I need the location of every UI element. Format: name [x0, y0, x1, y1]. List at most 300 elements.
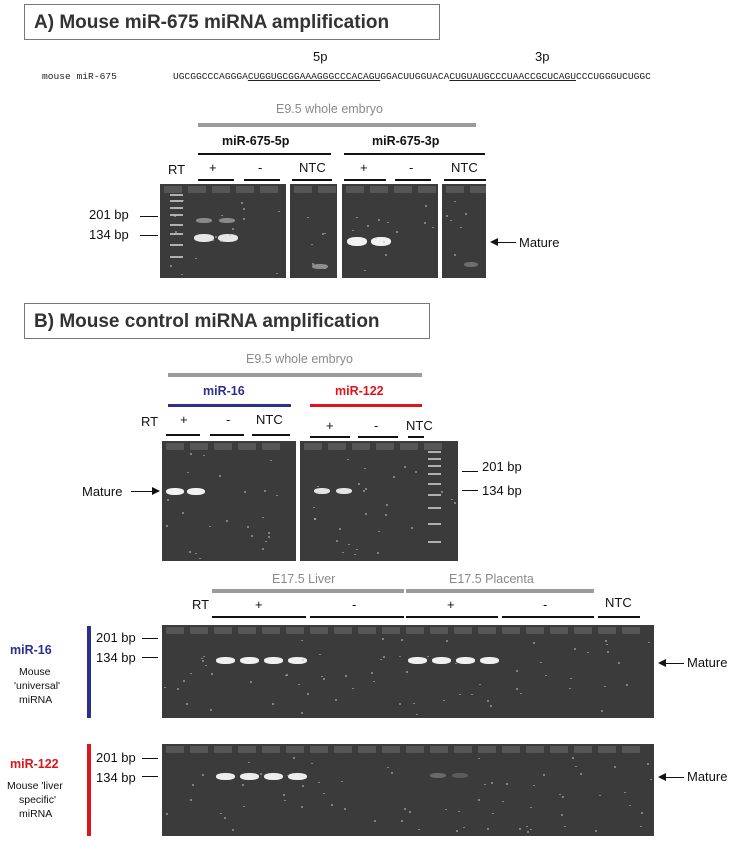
gel-speck — [445, 809, 447, 811]
gel-speck — [386, 504, 388, 506]
gel-a-3p-ntc — [442, 184, 486, 278]
lane-ntc-mir122: NTC — [406, 418, 433, 433]
gel-speck — [211, 673, 213, 675]
gel-speck — [383, 241, 385, 243]
gel-speck — [451, 499, 453, 501]
gel-speck — [190, 673, 192, 675]
lane-line-c4 — [502, 616, 594, 618]
gel-speck — [220, 240, 222, 242]
gel-speck — [373, 681, 375, 683]
gel-speck — [352, 688, 354, 690]
mature-arrow-line-c — [664, 663, 684, 664]
mature-arrow-line-d — [664, 777, 684, 778]
gel-speck — [262, 548, 264, 550]
arm-5p-label: 5p — [313, 49, 328, 64]
lane-minus-mir16: - — [226, 412, 231, 427]
lane-line-c2 — [310, 616, 404, 618]
gel-speck — [323, 793, 325, 795]
gel-speck — [454, 201, 456, 203]
gel-speck — [262, 517, 264, 519]
lane-minus-5p: - — [258, 160, 263, 175]
lane-line-b4 — [310, 436, 350, 438]
gel-speck — [614, 766, 616, 768]
gel-speck — [301, 712, 303, 714]
gel-well — [454, 746, 472, 753]
gel-tissue-mir16 — [162, 625, 654, 718]
gel-speck — [189, 551, 191, 553]
gel-speck — [364, 468, 366, 470]
gel-speck — [293, 757, 295, 759]
gel-well — [370, 186, 388, 193]
gel-speck — [380, 659, 382, 661]
gel-speck — [377, 552, 379, 554]
gel-speck — [561, 814, 563, 816]
gel-speck — [220, 813, 222, 815]
gel-speck — [241, 202, 243, 204]
seq-5p-arm: CUGGUGCGGAAAGGGCCCACAGU — [247, 71, 381, 82]
gel-speck — [454, 254, 456, 256]
gel-speck — [506, 783, 508, 785]
gel-speck — [229, 234, 231, 236]
gel-speck — [374, 820, 376, 822]
lane-line-a2 — [244, 179, 280, 181]
lane-line-b6 — [408, 436, 424, 438]
gel-speck — [604, 686, 606, 688]
gel-speck — [607, 651, 609, 653]
gel-speck — [339, 528, 341, 530]
gel-speck — [471, 694, 473, 696]
gel-speck — [564, 826, 566, 828]
lane-minus-placenta: - — [543, 597, 548, 612]
condition-label-a: E9.5 whole embryo — [276, 102, 384, 116]
gel-speck — [575, 766, 577, 768]
gel-speck — [424, 222, 426, 224]
gel-speck — [323, 678, 325, 680]
lane-minus-mir122: - — [374, 418, 379, 433]
gel-speck — [352, 230, 354, 232]
gel-speck — [203, 656, 205, 658]
gel-speck — [324, 233, 326, 235]
gel-well — [286, 627, 304, 634]
lane-line-b5 — [358, 436, 398, 438]
gel-speck — [313, 507, 315, 509]
gel-well — [262, 746, 280, 753]
gel-speck — [618, 662, 620, 664]
gel-well — [318, 186, 336, 193]
gel-well — [328, 443, 346, 450]
gel-speck — [516, 670, 518, 672]
gel-well — [166, 443, 184, 450]
gel-speck — [285, 675, 287, 677]
section-a-title: A) Mouse miR-675 miRNA amplification — [24, 4, 440, 40]
condition-label-b: E9.5 whole embryo — [246, 352, 354, 366]
gel-speck — [401, 820, 403, 822]
marker-tick-201-d — [142, 758, 158, 759]
gel-well — [166, 746, 184, 753]
gel-speck — [404, 466, 406, 468]
gel-speck — [569, 688, 571, 690]
gel-b-mir122 — [300, 441, 458, 561]
gel-speck — [248, 762, 250, 764]
gel-speck — [174, 215, 176, 217]
lane-line-a5 — [395, 179, 431, 181]
mature-label-d: Mature — [687, 769, 728, 784]
gel-speck — [427, 656, 429, 658]
gel-well — [212, 186, 230, 193]
lane-line-c5 — [598, 616, 640, 618]
gel-speck — [364, 270, 366, 272]
gel-speck — [199, 558, 201, 560]
gel-well — [430, 746, 448, 753]
lane-plus-liver: + — [255, 597, 263, 612]
marker-tick-201-c — [142, 638, 158, 639]
gel-speck — [232, 228, 234, 230]
gel-speck — [268, 536, 270, 538]
gel-speck — [278, 211, 280, 213]
gel-speck — [416, 714, 418, 716]
gel-speck — [432, 227, 434, 229]
group-line-5p — [198, 153, 331, 155]
gel-speck — [314, 518, 316, 520]
gel-speck — [187, 472, 189, 474]
gel-speck — [203, 455, 205, 457]
lane-ntc-3p: NTC — [451, 160, 478, 175]
lane-line-b1 — [166, 434, 200, 436]
lane-line-a3 — [292, 179, 332, 181]
gel-speck — [545, 675, 547, 677]
gel-speck — [458, 811, 460, 813]
gel-speck — [356, 549, 358, 551]
gel-well — [358, 746, 376, 753]
marker-134-b: 134 bp — [482, 483, 522, 498]
gel-well — [262, 443, 280, 450]
gel-speck — [284, 800, 286, 802]
liver-label: E17.5 Liver — [272, 572, 336, 586]
marker-tick-134-d — [142, 776, 158, 777]
group-label-3p: miR-675-3p — [372, 134, 440, 148]
gel-speck — [190, 799, 192, 801]
gel-speck — [450, 220, 452, 222]
mature-arrow-line-a — [496, 242, 516, 243]
gel-well — [376, 443, 394, 450]
gel-a-3p — [342, 184, 438, 278]
gel-speck — [302, 659, 304, 661]
rt-label-c: RT — [192, 597, 210, 612]
gel-well — [214, 443, 232, 450]
gel-speck — [182, 200, 184, 202]
gel-speck — [341, 781, 343, 783]
gel-speck — [375, 238, 377, 240]
gel-speck — [387, 222, 389, 224]
lane-ntc-5p: NTC — [299, 160, 326, 175]
condition-bar-b — [168, 373, 422, 377]
gel-well — [470, 186, 486, 193]
gel-speck — [363, 490, 365, 492]
gel-speck — [606, 644, 608, 646]
lane-line-a6 — [444, 179, 486, 181]
gel-speck — [164, 687, 166, 689]
gel-speck — [385, 514, 387, 516]
gel-speck — [490, 705, 492, 707]
gel-speck — [382, 638, 384, 640]
gel-speck — [344, 808, 346, 810]
gel-speck — [640, 826, 642, 828]
marker-134-d: 134 bp — [96, 770, 136, 785]
mir675-sequence — [173, 71, 651, 82]
gel-speck — [250, 681, 252, 683]
gel-speck — [202, 660, 204, 662]
gel-speck — [391, 772, 393, 774]
gel-speck — [478, 758, 480, 760]
gel-speck — [650, 779, 652, 781]
gel-well — [400, 443, 418, 450]
group-line-mir16 — [168, 404, 291, 407]
lane-line-b3 — [252, 434, 290, 436]
gel-speck — [562, 796, 564, 798]
gel-speck — [301, 640, 303, 642]
gel-well — [260, 186, 278, 193]
gel-well — [430, 627, 448, 634]
gel-well — [334, 746, 352, 753]
gel-speck — [244, 491, 246, 493]
gel-well — [236, 186, 254, 193]
gel-speck — [491, 782, 493, 784]
gel-well — [310, 746, 328, 753]
rt-label-a: RT — [168, 162, 186, 177]
gel-speck — [413, 703, 415, 705]
marker-201-a: 201 bp — [89, 207, 129, 222]
condition-bar-a — [198, 123, 476, 127]
gel-speck — [335, 699, 337, 701]
gel-speck — [276, 273, 278, 275]
gel-speck — [319, 654, 321, 656]
group-line-3p — [344, 153, 485, 155]
gel-well — [358, 627, 376, 634]
gel-speck — [371, 672, 373, 674]
gel-speck — [479, 684, 481, 686]
gel-speck — [242, 784, 244, 786]
lane-plus-mir122: + — [326, 418, 334, 433]
gel-speck — [318, 782, 320, 784]
gel-speck — [342, 552, 344, 554]
gel-well — [550, 627, 568, 634]
gel-speck — [401, 639, 403, 641]
gel-speck — [601, 710, 603, 712]
group-label-5p: miR-675-5p — [222, 134, 290, 148]
gel-speck — [283, 794, 285, 796]
gel-well — [190, 443, 208, 450]
gel-speck — [455, 663, 457, 665]
gel-speck — [404, 808, 406, 810]
gel-well — [526, 746, 544, 753]
gel-speck — [307, 693, 309, 695]
gel-speck — [166, 813, 168, 815]
gel-speck — [484, 784, 486, 786]
gel-speck — [487, 828, 489, 830]
gel-speck — [311, 763, 313, 765]
gel-speck — [232, 829, 234, 831]
gel-speck — [354, 554, 356, 556]
mir122-side-bar — [87, 744, 91, 836]
gel-well — [502, 627, 520, 634]
mature-label-c: Mature — [687, 655, 728, 670]
gel-speck — [260, 773, 262, 775]
gel-speck — [312, 263, 314, 265]
gel-well — [214, 627, 232, 634]
mir122-row-desc-2: specific' — [19, 794, 57, 806]
gel-well — [188, 186, 206, 193]
gel-well — [394, 186, 412, 193]
gel-speck — [393, 476, 395, 478]
gel-speck — [425, 205, 427, 207]
gel-speck — [396, 231, 398, 233]
gel-speck — [175, 231, 177, 233]
gel-well — [526, 627, 544, 634]
gel-speck — [572, 757, 574, 759]
gel-speck — [195, 553, 197, 555]
gel-speck — [181, 274, 183, 276]
gel-speck — [298, 657, 300, 659]
gel-speck — [321, 676, 323, 678]
gel-speck — [311, 244, 313, 246]
gel-speck — [454, 502, 456, 504]
gel-speck — [383, 656, 385, 658]
marker-201-b: 201 bp — [482, 459, 522, 474]
gel-speck — [443, 700, 445, 702]
lane-plus-3p: + — [360, 160, 368, 175]
gel-speck — [459, 694, 461, 696]
gel-speck — [358, 483, 360, 485]
mir122-row-desc-1: Mouse 'liver — [7, 780, 63, 792]
group-label-mir122: miR-122 — [335, 384, 384, 398]
gel-well — [346, 186, 364, 193]
gel-speck — [251, 535, 253, 537]
gel-well — [310, 627, 328, 634]
gel-b-mir16 — [162, 441, 296, 561]
seq-3p-arm: CUGUAUGCCCUAACCGCUCAGU — [449, 71, 577, 82]
gel-speck — [599, 795, 601, 797]
gel-speck — [192, 784, 194, 786]
gel-speck — [543, 774, 545, 776]
gel-well — [478, 746, 496, 753]
placenta-label: E17.5 Placenta — [449, 572, 534, 586]
marker-134-a: 134 bp — [89, 227, 129, 242]
group-line-mir122 — [310, 404, 422, 407]
gel-speck — [533, 785, 535, 787]
mature-label-a: Mature — [519, 235, 560, 250]
gel-well — [190, 627, 208, 634]
gel-speck — [526, 826, 528, 828]
gel-speck — [347, 459, 349, 461]
gel-speck — [415, 471, 417, 473]
gel-speck — [520, 693, 522, 695]
gel-speck — [270, 460, 272, 462]
gel-speck — [595, 830, 597, 832]
mir16-row-desc-3: miRNA — [19, 694, 53, 706]
gel-speck — [533, 642, 535, 644]
gel-speck — [587, 652, 589, 654]
gel-well — [214, 746, 232, 753]
gel-speck — [243, 806, 245, 808]
gel-well — [164, 186, 182, 193]
mir16-row-desc-1: Mouse — [19, 666, 51, 678]
gel-speck — [170, 265, 172, 267]
gel-speck — [441, 491, 443, 493]
gel-well — [574, 627, 592, 634]
gel-speck — [641, 812, 643, 814]
gel-well — [238, 746, 256, 753]
gel-well — [478, 627, 496, 634]
gel-speck — [648, 642, 650, 644]
gel-tissue-mir122 — [162, 744, 654, 836]
gel-well — [622, 746, 640, 753]
gel-well — [424, 443, 442, 450]
gel-speck — [221, 215, 223, 217]
gel-speck — [205, 665, 207, 667]
gel-speck — [224, 817, 226, 819]
gel-well — [334, 627, 352, 634]
gel-well — [550, 746, 568, 753]
gel-well — [190, 746, 208, 753]
gel-speck — [331, 804, 333, 806]
gel-well — [598, 746, 616, 753]
gel-speck — [182, 512, 184, 514]
gel-speck — [378, 531, 380, 533]
gel-speck — [530, 829, 532, 831]
lane-plus-placenta: + — [447, 597, 455, 612]
lane-line-c1 — [212, 616, 306, 618]
mature-label-b: Mature — [82, 484, 123, 499]
gel-speck — [540, 662, 542, 664]
gel-speck — [492, 813, 494, 815]
gel-speck — [446, 215, 448, 217]
gel-speck — [365, 488, 367, 490]
gel-well — [382, 627, 400, 634]
gel-speck — [463, 827, 465, 829]
lane-minus-liver: - — [352, 597, 357, 612]
gel-speck — [287, 775, 289, 777]
gel-speck — [367, 225, 369, 227]
seq-flank-3: CCCUGGGUCUGGC — [576, 71, 651, 82]
lane-minus-3p: - — [409, 160, 414, 175]
gel-speck — [626, 684, 628, 686]
gel-speck — [378, 219, 380, 221]
gel-speck — [345, 675, 347, 677]
gel-speck — [272, 703, 274, 705]
gel-speck — [186, 703, 188, 705]
gel-speck — [298, 684, 300, 686]
marker-tick-134-c — [142, 657, 158, 658]
gel-well — [294, 186, 312, 193]
mir16-row-desc-2: 'universal' — [14, 680, 61, 692]
mir122-row-label: miR-122 — [10, 757, 59, 771]
gel-speck — [219, 475, 221, 477]
gel-speck — [226, 520, 228, 522]
rt-label-b: RT — [141, 414, 159, 429]
sequence-label: mouse miR-675 — [42, 71, 117, 82]
gel-speck — [212, 239, 214, 241]
lane-line-c3 — [406, 616, 498, 618]
gel-well — [574, 746, 592, 753]
gel-well — [238, 627, 256, 634]
placenta-bar — [406, 589, 594, 593]
seq-loop: GGACUUGGUACA — [380, 71, 450, 82]
gel-speck — [647, 763, 649, 765]
gel-well — [406, 746, 424, 753]
gel-speck — [478, 799, 480, 801]
gel-a-5p — [160, 184, 286, 278]
gel-speck — [574, 648, 576, 650]
